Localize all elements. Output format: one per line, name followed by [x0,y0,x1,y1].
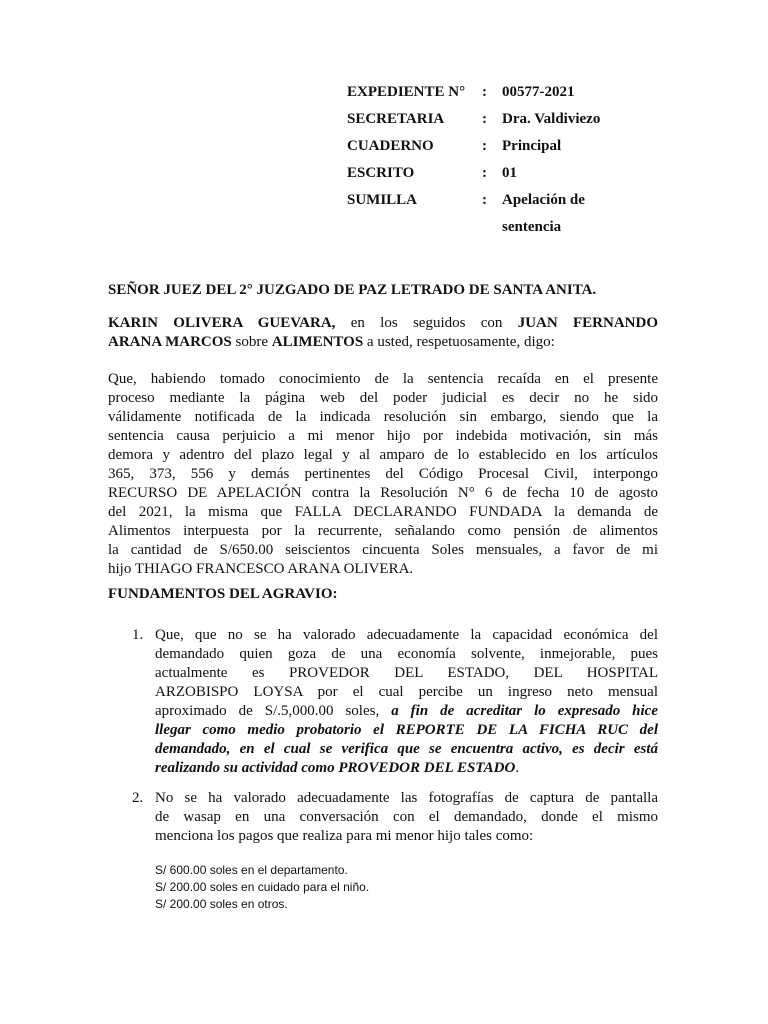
header-row-sumilla-cont [347,219,632,246]
header-value: sentencia [502,219,562,235]
header-label: ESCRITO [347,165,415,181]
header-colon: : [482,192,487,208]
appeal-paragraph [108,370,658,579]
list-number: 1. [132,627,144,643]
payment-line: S/ 200.00 soles en otros. [155,897,288,911]
section-title: FUNDAMENTOS DEL AGRAVIO: [108,586,338,602]
header-colon: : [482,165,487,181]
paragraph-line: de wasap en una conversación con el demandado, donde el mismo [155,809,658,825]
paragraph-line: Alimentos interpuesta por la recurrente, señalando como pensión de alimentos [108,523,658,539]
paragraph-line: del 2021, la misma que FALLA DECLARANDO FUNDADA la demanda de [108,504,658,520]
paragraph-line: aproximado de S/.5,000.00 soles, a fin de acreditar lo expresado hice [155,703,658,719]
paragraph-line: demora y adentro del plazo legal y al amparo de lo establecido en los artículos [108,447,658,463]
payments-list [155,862,369,913]
paragraph-line: No se ha valorado adecuadamente las fotografías de captura de pantalla [155,790,658,806]
defendant-name: JUAN FERNANDO [517,315,658,331]
header-row-expediente [347,84,632,111]
header-colon: : [482,84,487,100]
case-subject: ALIMENTOS [271,334,364,350]
header-value: 00577-2021 [502,84,575,100]
paragraph-line: demandado, en el cual se verifica que se encuentra activo, es decir está [155,741,658,757]
header-label: SECRETARIA [347,111,445,127]
header-value: Dra. Valdiviezo [502,111,601,127]
paragraph-line: Que, habiendo tomado conocimiento de la sentencia recaída en el presente [108,371,658,387]
intro-paragraph [108,314,658,352]
paragraph-line: realizando su actividad como PROVEDOR DEL ESTADO. [155,760,520,776]
list-item-text [155,789,658,846]
header-colon: : [482,138,487,154]
list-item-text [155,626,658,778]
payment-line: S/ 200.00 soles en cuidado para el niño. [155,880,370,894]
header-row-sumilla [347,192,632,219]
paragraph-line: actualmente es PROVEDOR DEL ESTADO, DEL HOSPITAL [155,665,658,681]
paragraph-line: 365, 373, 556 y demás pertinentes del Código Procesal Civil, interpongo [108,466,658,482]
header-label: EXPEDIENTE N° [347,84,466,100]
paragraph-line: ARZOBISPO LOYSA por el cual percibe un ingreso neto mensual [155,684,658,700]
paragraph-line: hijo THIAGO FRANCESCO ARANA OLIVERA. [108,561,414,577]
case-header [347,84,632,246]
header-label: CUADERNO [347,138,434,154]
paragraph-line: menciona los pagos que realiza para mi menor hijo tales como: [155,828,534,844]
defendant-name: ARANA MARCOS [108,334,232,350]
payment-line: S/ 600.00 soles en el departamento. [155,863,348,877]
header-row-secretaria [347,111,632,138]
header-value: Principal [502,138,562,154]
header-row-escrito [347,165,632,192]
intro-line: KARIN OLIVERA GUEVARA, en los seguidos con JUAN FERNANDO [108,315,658,331]
header-label: SUMILLA [347,192,418,208]
header-colon: : [482,111,487,127]
header-value: 01 [502,165,517,181]
paragraph-line: válidamente notificada de la indicada resolución sin embargo, siendo que la [108,409,658,425]
paragraph-line: la cantidad de S/650.00 seiscientos cincuenta Soles mensuales, a favor de mi [108,542,658,558]
header-value: Apelación de [502,192,585,208]
paragraph-line: proceso mediante la página web del poder judicial es decir no he sido [108,390,658,406]
paragraph-line: sentencia causa perjuicio a mi menor hijo por indebida motivación, sin más [108,428,658,444]
addressee-title: SEÑOR JUEZ DEL 2° JUZGADO DE PAZ LETRADO DE SANTA ANITA. [108,282,597,298]
plaintiff-name: KARIN OLIVERA GUEVARA, [108,315,336,331]
intro-line: ARANA MARCOS sobre ALIMENTOS a usted, respetuosamente, digo: [108,334,555,350]
paragraph-line: RECURSO DE APELACIÓN contra la Resolución N° 6 de fecha 10 de agosto [108,485,658,501]
list-number: 2. [132,790,144,806]
paragraph-line: llegar como medio probatorio el REPORTE DE LA FICHA RUC del [155,722,658,738]
header-row-cuaderno [347,138,632,165]
paragraph-line: Que, que no se ha valorado adecuadamente la capacidad económica del [155,627,658,643]
paragraph-line: demandado quien goza de una economía solvente, inmejorable, pues [155,646,658,662]
